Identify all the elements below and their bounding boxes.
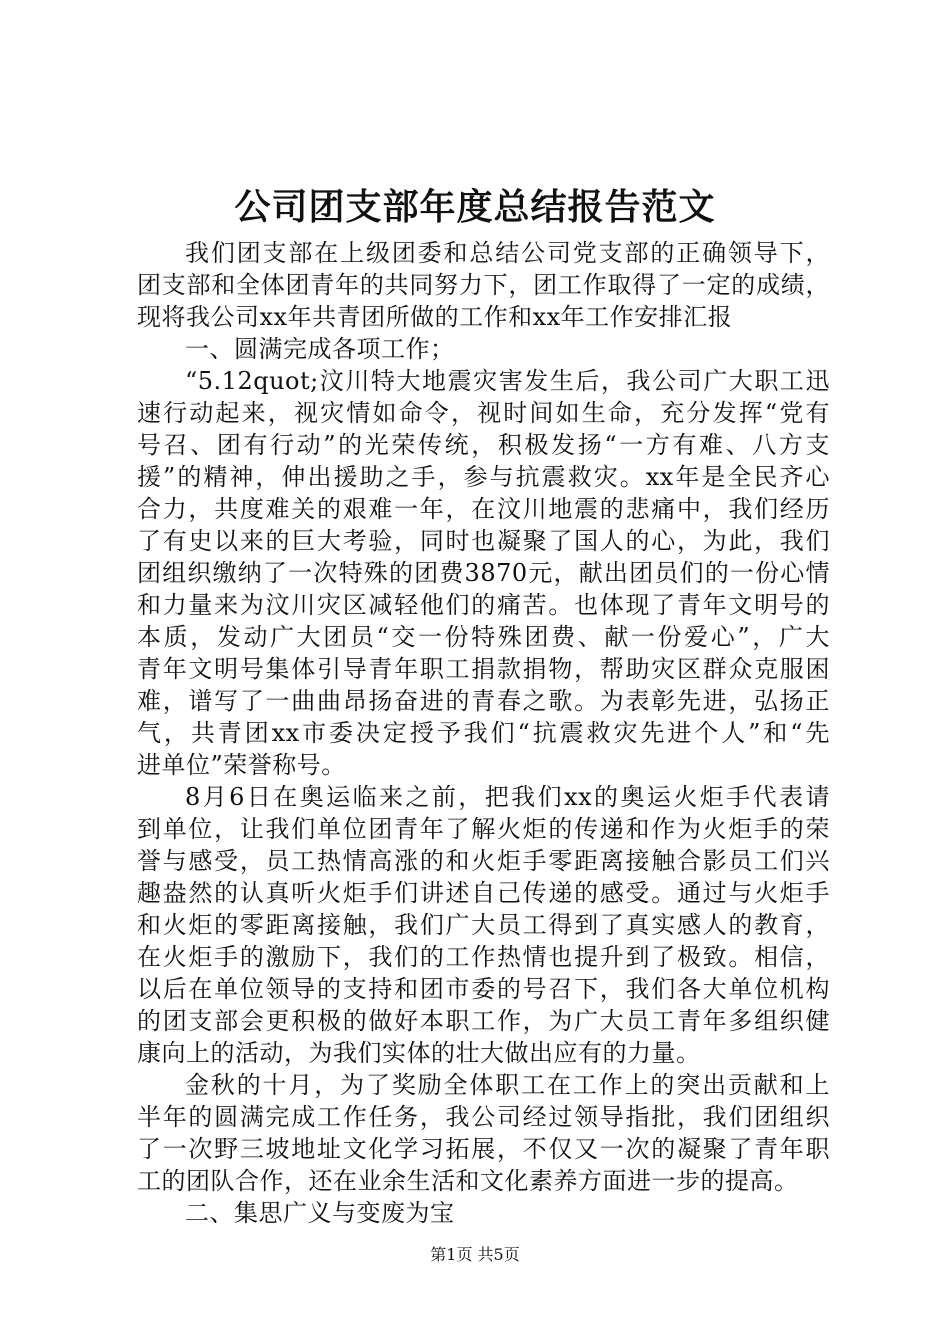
paragraph-line: 和力量来为汶川灾区减轻他们的痛苦。也体现了青年文明号的: [137, 591, 830, 619]
paragraph-line: 合力，共度难关的艰难一年，在汶川地震的悲痛中，我们经历: [137, 495, 830, 523]
paragraph-line: 团支部和全体团青年的共同努力下，团工作取得了一定的成绩，: [137, 271, 830, 299]
paragraph-line: 了有史以来的巨大考验，同时也凝聚了国人的心，为此，我们: [137, 527, 830, 555]
page-number: 第1页 共5页: [430, 1245, 520, 1264]
paragraph-line: “5.12quot;汶川特大地震灾害发生后，我公司广大职工迅: [185, 367, 830, 395]
section-heading: 一、圆满完成各项工作；: [185, 335, 455, 363]
document-body: [137, 237, 830, 1229]
paragraph-line: 8月6日在奥运临来之前，把我们xx的奥运火炬手代表请: [185, 783, 830, 811]
paragraph-line: 的团支部会更积极的做好本职工作，为广大员工青年多组织健: [137, 1007, 830, 1035]
paragraph-line: 到单位，让我们单位团青年了解火炬的传递和作为火炬手的荣: [137, 815, 830, 843]
paragraph-line: 团组织缴纳了一次特殊的团费3870元，献出团员们的一份心情: [137, 559, 830, 587]
paragraph-line: 和火炬的零距离接触，我们广大员工得到了真实感人的教育，: [137, 911, 830, 939]
paragraph-line: 青年文明号集体引导青年职工捐款捐物，帮助灾区群众克服困: [137, 655, 830, 683]
paragraph-line: 以后在单位领导的支持和团市委的号召下，我们各大单位机构: [137, 975, 830, 1003]
paragraph-line: 援”的精神，伸出援助之手，参与抗震救灾。xx年是全民齐心: [137, 463, 830, 491]
document-title: 公司团支部年度总结报告范文: [234, 186, 716, 228]
paragraph-line: 金秋的十月，为了奖励全体职工在工作上的突出贡献和上: [185, 1071, 830, 1099]
paragraph-line: 气，共青团xx市委决定授予我们“抗震救灾先进个人”和“先: [137, 719, 830, 747]
paragraph-line: 我们团支部在上级团委和总结公司党支部的正确领导下，: [185, 239, 830, 267]
paragraph-line: 在火炬手的激励下，我们的工作热情也提升到了极致。相信，: [137, 943, 830, 971]
paragraph-line: 进单位”荣誉称号。: [137, 751, 346, 779]
paragraph-line: 趣盎然的认真听火炬手们讲述自己传递的感受。通过与火炬手: [137, 879, 830, 907]
paragraph-line: 了一次野三坡地址文化学习拓展，不仅又一次的凝聚了青年职: [137, 1135, 830, 1163]
paragraph-line: 号召、团有行动”的光荣传统，积极发扬“一方有难、八方支: [137, 431, 830, 459]
paragraph-line: 难，谱写了一曲曲昂扬奋进的青春之歌。为表彰先进，弘扬正: [137, 687, 830, 715]
paragraph-line: 康向上的活动，为我们实体的壮大做出应有的力量。: [137, 1039, 701, 1067]
paragraph-line: 速行动起来，视灾情如命令，视时间如生命，充分发挥“党有: [137, 399, 830, 427]
paragraph-line: 半年的圆满完成工作任务，我公司经过领导指批，我们团组织: [137, 1103, 830, 1131]
paragraph-line: 本质，发动广大团员“交一份特殊团费、献一份爱心”，广大: [137, 623, 830, 651]
paragraph-line: 工的团队合作，还在业余生活和文化素养方面进一步的提高。: [137, 1167, 799, 1195]
paragraph-line: 现将我公司xx年共青团所做的工作和xx年工作安排汇报: [137, 303, 733, 331]
paragraph-line: 誉与感受，员工热情高涨的和火炬手零距离接触合影员工们兴: [137, 847, 830, 875]
section-heading: 二、集思广义与变废为宝: [185, 1199, 455, 1227]
